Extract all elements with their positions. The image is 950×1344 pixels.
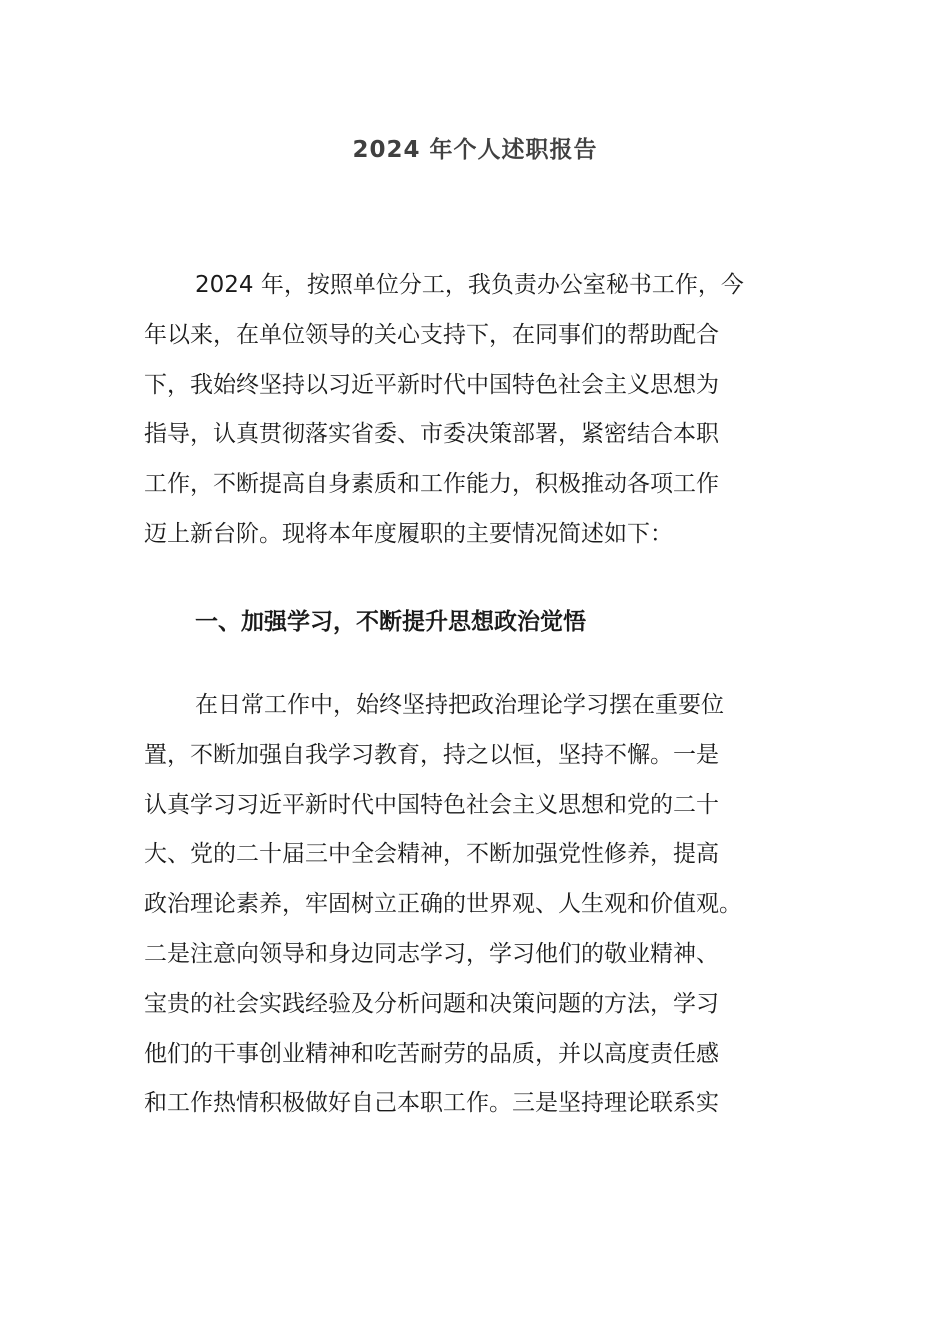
paragraph-line: 宝贵的社会实践经验及分析问题和决策问题的方法，学习 xyxy=(144,990,719,1017)
paragraph-line: 下，我始终坚持以习近平新时代中国特色社会主义思想为 xyxy=(144,371,719,398)
paragraph-line: 年以来，在单位领导的关心支持下，在同事们的帮助配合 xyxy=(144,321,719,348)
paragraph-line: 认真学习习近平新时代中国特色社会主义思想和党的二十 xyxy=(144,791,719,818)
paragraph-line: 迈上新台阶。现将本年度履职的主要情况简述如下： xyxy=(144,520,673,547)
intro-paragraph xyxy=(144,261,804,560)
paragraph-line: 和工作热情积极做好自己本职工作。三是坚持理论联系实 xyxy=(144,1090,719,1117)
document-title: 2024 年个人述职报告 xyxy=(352,137,598,163)
paragraph-line: 指导，认真贯彻落实省委、市委决策部署，紧密结合本职 xyxy=(144,421,719,448)
paragraph-line: 2024 年，按照单位分工，我负责办公室秘书工作，今 xyxy=(195,272,744,298)
paragraph-line: 政治理论素养，牢固树立正确的世界观、人生观和价值观。 xyxy=(144,891,742,918)
paragraph-line: 大、党的二十届三中全会精神，不断加强党性修养，提高 xyxy=(144,841,719,868)
paragraph-line: 二是注意向领导和身边同志学习，学习他们的敬业精神、 xyxy=(144,940,719,967)
paragraph-line: 工作，不断提高自身素质和工作能力，积极推动各项工作 xyxy=(144,471,719,498)
paragraph-line: 在日常工作中，始终坚持把政治理论学习摆在重要位 xyxy=(195,692,724,718)
section-1-paragraph xyxy=(144,681,804,1129)
section-1-heading: 一、加强学习，不断提升思想政治觉悟 xyxy=(195,609,586,635)
paragraph-line: 置，不断加强自我学习教育，持之以恒，坚持不懈。一是 xyxy=(144,741,719,768)
paragraph-line: 他们的干事创业精神和吃苦耐劳的品质，并以高度责任感 xyxy=(144,1040,719,1067)
